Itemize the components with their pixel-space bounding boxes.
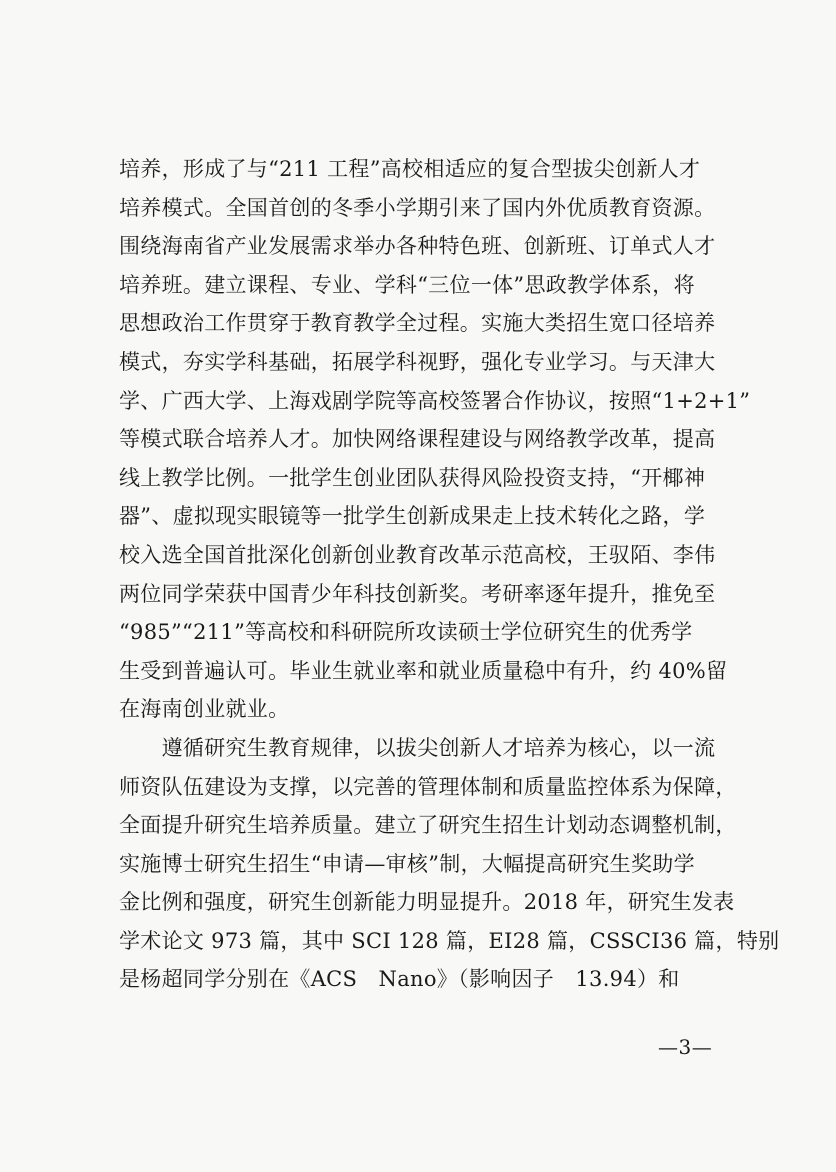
text-line: 生受到普遍认可。毕业生就业率和就业质量稳中有升，约 40%留 [119, 658, 728, 683]
text-line: 全面提升研究生培养质量。建立了研究生招生计划动态调整机制， [119, 813, 737, 838]
text-line: 金比例和强度，研究生创新能力明显提升。2018 年，研究生发表 [119, 890, 735, 915]
text-line: 模式，夯实学科基础，拓展学科视野，强化专业学习。与天津大 [119, 349, 716, 374]
text-line: 线上教学比例。一批学生创业团队获得风险投资支持，“开椰神 [119, 465, 706, 490]
text-line: 培养班。建立课程、专业、学科“三位一体”思政教学体系，将 [119, 272, 695, 297]
text-line: 等模式联合培养人才。加快网络课程建设与网络教学改革，提高 [119, 427, 716, 452]
text-line: “985”“211”等高校和科研院所攻读硕士学位研究生的优秀学 [119, 620, 693, 645]
body-text [119, 150, 780, 999]
text-line: 师资队伍建设为支撑，以完善的管理体制和质量监控体系为保障， [119, 774, 737, 799]
text-line: 是杨超同学分别在《ACS Nano》（影响因子 13.94）和 [119, 967, 680, 992]
text-line: 学术论文 973 篇，其中 SCI 128 篇，EI28 篇，CSSCI36 篇，特别 [119, 928, 780, 953]
text-line: 遵循研究生教育规律，以拔尖创新人才培养为核心，以一流 [119, 735, 716, 760]
text-line: 在海南创业就业。 [119, 697, 290, 722]
text-line: 器”、虚拟现实眼镜等一批学生创新成果走上技术转化之路，学 [119, 504, 706, 529]
text-line: 培养模式。全国首创的冬季小学期引来了国内外优质教育资源。 [119, 195, 716, 220]
text-line: 两位同学荣获中国青少年科技创新奖。考研率逐年提升，推免至 [119, 581, 716, 606]
page-number: —3— [658, 1035, 713, 1059]
text-line: 学、广西大学、上海戏剧学院等高校签署合作协议，按照“1+2+1” [119, 388, 751, 413]
text-line: 校入选全国首批深化创新创业教育改革示范高校，王驭陌、李伟 [119, 542, 716, 567]
text-line: 思想政治工作贯穿于教育教学全过程。实施大类招生宽口径培养 [119, 311, 716, 336]
text-line: 围绕海南省产业发展需求举办各种特色班、创新班、订单式人才 [119, 234, 716, 259]
text-line: 实施博士研究生招生“申请—审核”制，大幅提高研究生奖助学 [119, 851, 695, 876]
text-line: 培养，形成了与“211 工程”高校相适应的复合型拔尖创新人才 [119, 157, 701, 181]
